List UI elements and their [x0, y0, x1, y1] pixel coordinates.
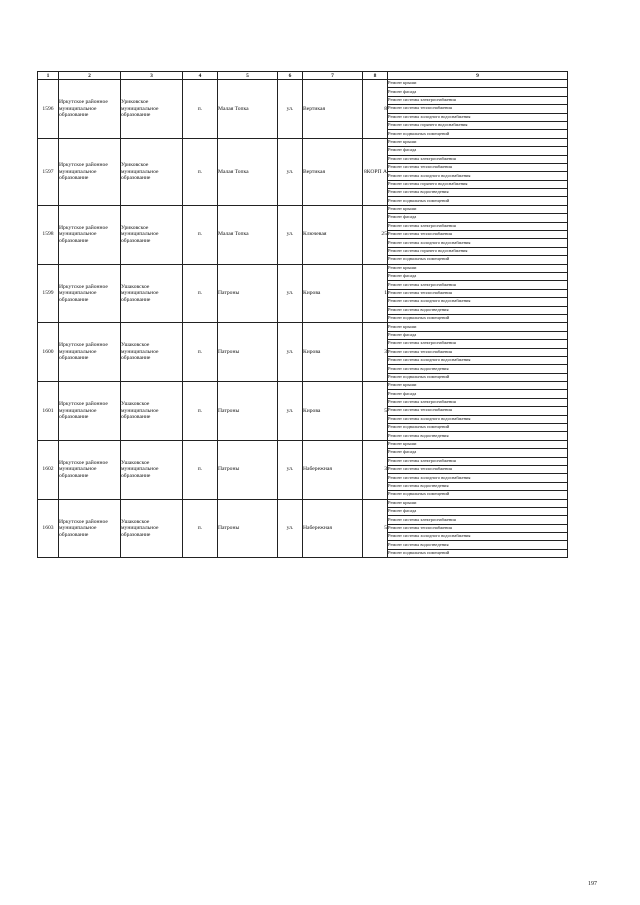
row-number: 1602 — [38, 440, 59, 499]
work-item: Ремонт системы электроснабжения — [388, 516, 568, 524]
row-number: 1600 — [38, 323, 59, 382]
table-row — [38, 499, 568, 507]
work-item: Ремонт крыши — [388, 499, 568, 507]
row-number: 1601 — [38, 382, 59, 441]
work-item: Ремонт системы электроснабжения — [388, 281, 568, 289]
row-number: 1599 — [38, 264, 59, 323]
work-item: Ремонт системы горячего водоснабжения — [388, 180, 568, 188]
header-col-7: 7 — [303, 72, 363, 80]
district-name: Иркутское районное муниципальное образование — [59, 264, 121, 323]
district-name: Иркутское районное муниципальное образование — [59, 80, 121, 139]
work-item: Ремонт системы электроснабжения — [388, 222, 568, 230]
row-number: 1597 — [38, 138, 59, 205]
settlement-type: п. — [183, 205, 218, 264]
work-item: Ремонт подвальных помещений — [388, 130, 568, 138]
row-number: 1596 — [38, 80, 59, 139]
work-item: Ремонт системы холодного водоснабжения — [388, 474, 568, 482]
settlement-type: п. — [183, 499, 218, 558]
street-type: ул. — [278, 138, 303, 205]
work-item: Ремонт фасада — [388, 390, 568, 398]
work-item: Ремонт системы горячего водоснабжения — [388, 121, 568, 129]
work-item: Ремонт подвальных помещений — [388, 373, 568, 381]
street-name: Набережная — [303, 499, 363, 558]
work-item: Ремонт крыши — [388, 80, 568, 88]
work-item: Ремонт фасада — [388, 449, 568, 457]
settlement-type: п. — [183, 264, 218, 323]
street-name: Ключевая — [303, 205, 363, 264]
table-body — [38, 80, 568, 558]
district-name: Иркутское районное муниципальное образование — [59, 499, 121, 558]
street-name: Кирова — [303, 264, 363, 323]
house-number: 25 — [363, 205, 388, 264]
work-item: Ремонт системы водоотведения — [388, 306, 568, 314]
work-item: Ремонт системы холодного водоснабжения — [388, 533, 568, 541]
header-col-6: 6 — [278, 72, 303, 80]
work-item: Ремонт подвальных помещений — [388, 549, 568, 557]
work-item: Ремонт подвальных помещений — [388, 424, 568, 432]
settlement-type: п. — [183, 80, 218, 139]
work-item: Ремонт фасада — [388, 147, 568, 155]
settlement-name: Патроны — [218, 323, 278, 382]
work-item: Ремонт системы теплоснабжения — [388, 348, 568, 356]
table-row — [38, 382, 568, 390]
house-number: 3 — [363, 323, 388, 382]
street-type: ул. — [278, 323, 303, 382]
work-item: Ремонт подвальных помещений — [388, 314, 568, 322]
municipality-name: Уриковское муниципальное образование — [121, 80, 183, 139]
row-number: 1603 — [38, 499, 59, 558]
work-item: Ремонт фасада — [388, 272, 568, 280]
header-col-5: 5 — [218, 72, 278, 80]
header-col-8: 8 — [363, 72, 388, 80]
municipality-name: Ушаковское муниципальное образование — [121, 440, 183, 499]
work-item: Ремонт системы теплоснабжения — [388, 231, 568, 239]
settlement-type: п. — [183, 440, 218, 499]
work-item: Ремонт системы водоотведения — [388, 541, 568, 549]
house-number: 5 — [363, 382, 388, 441]
work-item: Ремонт крыши — [388, 440, 568, 448]
district-name: Иркутское районное муниципальное образование — [59, 323, 121, 382]
header-col-2: 2 — [59, 72, 121, 80]
work-item: Ремонт крыши — [388, 264, 568, 272]
work-item: Ремонт системы холодного водоснабжения — [388, 415, 568, 423]
settlement-name: Патроны — [218, 264, 278, 323]
work-item: Ремонт фасада — [388, 214, 568, 222]
row-number: 1598 — [38, 205, 59, 264]
district-name: Иркутское районное муниципальное образование — [59, 138, 121, 205]
table-row — [38, 264, 568, 272]
municipality-name: Ушаковское муниципальное образование — [121, 499, 183, 558]
work-item: Ремонт системы горячего водоснабжения — [388, 247, 568, 255]
street-type: ул. — [278, 499, 303, 558]
work-item: Ремонт подвальных помещений — [388, 256, 568, 264]
work-item: Ремонт системы холодного водоснабжения — [388, 298, 568, 306]
settlement-name: Малая Топка — [218, 80, 278, 139]
table-row — [38, 440, 568, 448]
work-item: Ремонт системы теплоснабжения — [388, 465, 568, 473]
work-item: Ремонт системы теплоснабжения — [388, 163, 568, 171]
settlement-type: п. — [183, 323, 218, 382]
table-row — [38, 323, 568, 331]
work-item: Ремонт крыши — [388, 323, 568, 331]
street-name: Вертикая — [303, 80, 363, 139]
header-col-9: 9 — [388, 72, 568, 80]
district-name: Иркутское районное муниципальное образование — [59, 205, 121, 264]
settlement-name: Патроны — [218, 440, 278, 499]
table-row — [38, 205, 568, 213]
house-number: 8КОРП А — [363, 138, 388, 205]
settlement-type: п. — [183, 138, 218, 205]
district-name: Иркутское районное муниципальное образование — [59, 440, 121, 499]
work-item: Ремонт крыши — [388, 205, 568, 213]
table-row — [38, 138, 568, 146]
work-item: Ремонт фасада — [388, 331, 568, 339]
house-number: 8 — [363, 80, 388, 139]
work-item: Ремонт системы электроснабжения — [388, 340, 568, 348]
work-item: Ремонт системы холодного водоснабжения — [388, 113, 568, 121]
house-number: 3 — [363, 440, 388, 499]
municipality-name: Уриковское муниципальное образование — [121, 205, 183, 264]
street-name: Набережная — [303, 440, 363, 499]
settlement-name: Патроны — [218, 382, 278, 441]
header-col-3: 3 — [121, 72, 183, 80]
work-item: Ремонт крыши — [388, 382, 568, 390]
work-item: Ремонт фасада — [388, 88, 568, 96]
street-type: ул. — [278, 264, 303, 323]
work-item: Ремонт системы электроснабжения — [388, 398, 568, 406]
street-name: Кирова — [303, 382, 363, 441]
table-row — [38, 80, 568, 88]
settlement-name: Патроны — [218, 499, 278, 558]
work-item: Ремонт системы теплоснабжения — [388, 105, 568, 113]
header-row — [38, 72, 568, 80]
settlement-type: п. — [183, 382, 218, 441]
work-item: Ремонт системы электроснабжения — [388, 155, 568, 163]
municipality-name: Уриковское муниципальное образование — [121, 138, 183, 205]
work-item: Ремонт системы теплоснабжения — [388, 289, 568, 297]
settlement-name: Малая Топка — [218, 138, 278, 205]
work-item: Ремонт системы водоотведения — [388, 432, 568, 440]
work-item: Ремонт системы теплоснабжения — [388, 524, 568, 532]
work-item: Ремонт системы электроснабжения — [388, 457, 568, 465]
district-name: Иркутское районное муниципальное образование — [59, 382, 121, 441]
work-item: Ремонт системы водоотведения — [388, 365, 568, 373]
municipality-name: Ушаковское муниципальное образование — [121, 323, 183, 382]
work-item: Ремонт системы водоотведения — [388, 482, 568, 490]
work-item: Ремонт крыши — [388, 138, 568, 146]
municipality-name: Ушаковское муниципальное образование — [121, 264, 183, 323]
works-table — [37, 71, 568, 558]
settlement-name: Малая Топка — [218, 205, 278, 264]
house-number: 1 — [363, 264, 388, 323]
work-item: Ремонт системы холодного водоснабжения — [388, 239, 568, 247]
work-item: Ремонт системы холодного водоснабжения — [388, 172, 568, 180]
work-item: Ремонт системы холодного водоснабжения — [388, 356, 568, 364]
work-item: Ремонт подвальных помещений — [388, 491, 568, 499]
header-col-1: 1 — [38, 72, 59, 80]
work-item: Ремонт подвальных помещений — [388, 197, 568, 205]
municipality-name: Ушаковское муниципальное образование — [121, 382, 183, 441]
street-type: ул. — [278, 440, 303, 499]
street-type: ул. — [278, 382, 303, 441]
work-item: Ремонт системы электроснабжения — [388, 96, 568, 104]
street-name: Кирова — [303, 323, 363, 382]
street-name: Вертикая — [303, 138, 363, 205]
header-col-4: 4 — [183, 72, 218, 80]
house-number: 5 — [363, 499, 388, 558]
street-type: ул. — [278, 205, 303, 264]
street-type: ул. — [278, 80, 303, 139]
work-item: Ремонт фасада — [388, 507, 568, 515]
work-item: Ремонт системы теплоснабжения — [388, 407, 568, 415]
work-item: Ремонт системы водоотведения — [388, 189, 568, 197]
page-number: 197 — [588, 881, 597, 887]
